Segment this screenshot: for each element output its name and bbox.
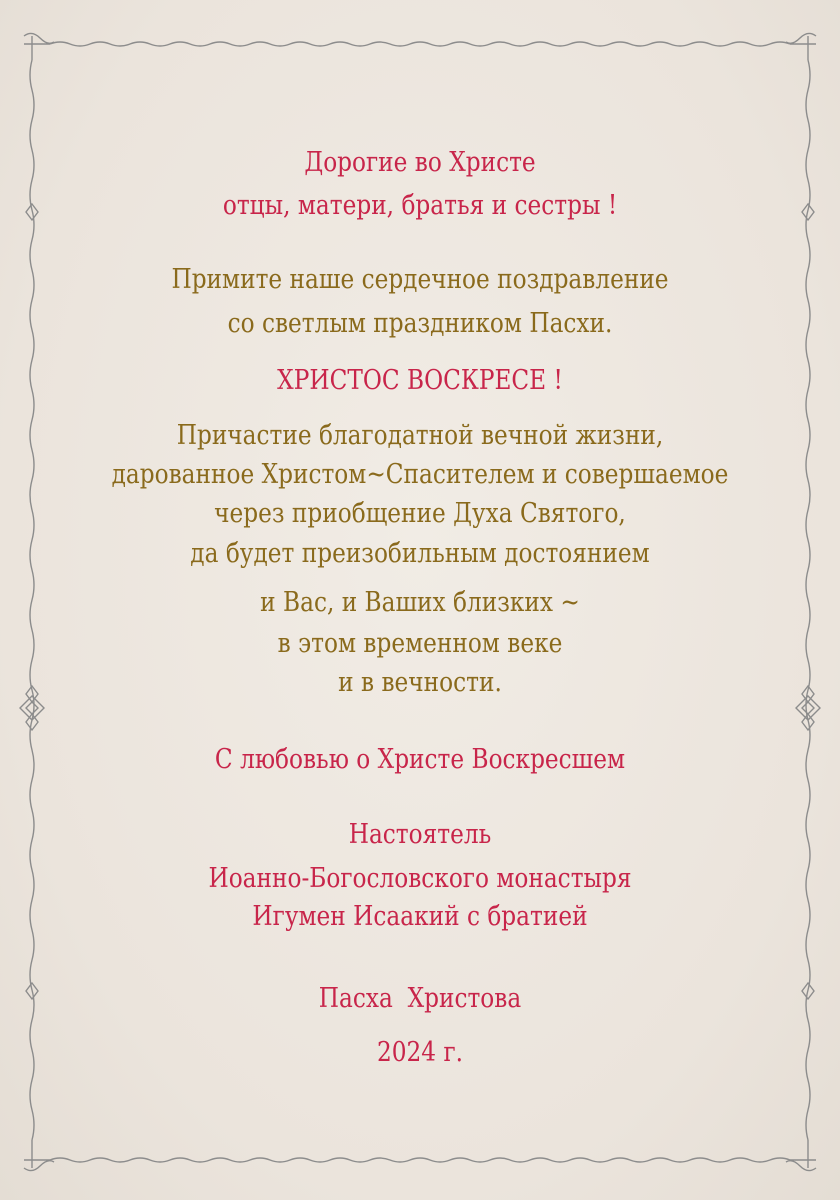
footer-year: 2024 г.	[376, 1037, 464, 1068]
blessing-line-2: дарованное Христом~Спасителем и совершаемое	[111, 459, 729, 490]
blessing-line-1: Причастие благодатной вечной жизни,	[176, 420, 664, 451]
congrats-line-1: Примите наше сердечное поздравление	[171, 264, 669, 295]
closing-line: С любовью о Христе Воскресшем	[214, 744, 626, 775]
blessing-line-6: в этом временном веке	[277, 628, 563, 659]
congrats-line-2: со светлым праздником Пасхи.	[227, 308, 613, 339]
blessing-line-3: через приобщение Духа Святого,	[214, 498, 626, 529]
signature-monastery: Иоанно-Богословского монастыря	[208, 863, 632, 894]
exclamation: ХРИСТОС ВОСКРЕСЕ !	[277, 365, 563, 396]
footer-occasion: Пасха Христова	[318, 983, 522, 1014]
signature-title: Настоятель	[348, 819, 492, 850]
blessing-line-5: и Вас, и Ваших близких ~	[260, 587, 580, 618]
blessing-line-4: да будет преизобильным достоянием	[190, 538, 650, 569]
signature-name: Игумен Исаакий с братией	[252, 901, 588, 932]
greeting-line-1: Дорогие во Христе	[304, 147, 536, 178]
greeting-line-2: отцы, матери, братья и сестры !	[222, 190, 618, 221]
blessing-line-7: и в вечности.	[338, 667, 502, 698]
